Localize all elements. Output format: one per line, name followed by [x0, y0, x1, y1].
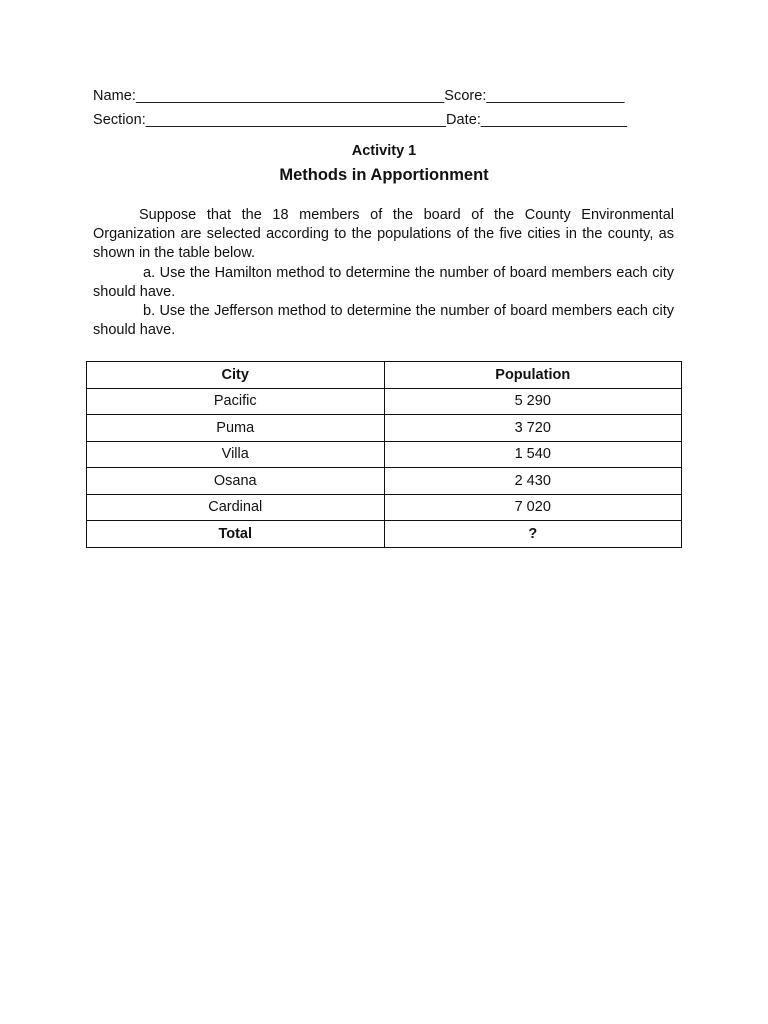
name-score-line: Name:______________________________________Score:_________________ [93, 88, 625, 104]
population-cell: 7 020 [384, 494, 682, 521]
intro-paragraph: Suppose that the 18 members of the board of the County Environmental Organization are selected according to the populations of the five cities in the county, as shown in the table below. [93, 207, 674, 262]
table-row [87, 388, 682, 415]
total-label-cell: Total [87, 521, 385, 548]
city-cell: Osana [87, 468, 385, 495]
city-cell: Puma [87, 415, 385, 442]
total-value-cell: ? [384, 521, 682, 548]
total-row [87, 521, 682, 548]
city-cell: Cardinal [87, 494, 385, 521]
table-row [87, 441, 682, 468]
page-title: Methods in Apportionment [279, 166, 489, 184]
population-cell: 1 540 [384, 441, 682, 468]
table-row [87, 494, 682, 521]
table-header-row [87, 362, 682, 389]
table-row [87, 468, 682, 495]
city-cell: Pacific [87, 388, 385, 415]
population-cell: 2 430 [384, 468, 682, 495]
city-cell: Villa [87, 441, 385, 468]
item-b-paragraph: b. Use the Jefferson method to determine the number of board members each city should have. [93, 303, 674, 339]
instructions [93, 206, 674, 340]
activity-label: Activity 1 [351, 143, 417, 159]
column-header-population: Population [384, 362, 682, 389]
item-a-paragraph: a. Use the Hamilton method to determine the number of board members each city should have. [93, 264, 674, 300]
population-table [86, 361, 682, 548]
population-cell: 5 290 [384, 388, 682, 415]
table-row [87, 415, 682, 442]
population-cell: 3 720 [384, 415, 682, 442]
column-header-city: City [87, 362, 385, 389]
section-date-line: Section:_____________________________________Date:__________________ [93, 112, 627, 128]
